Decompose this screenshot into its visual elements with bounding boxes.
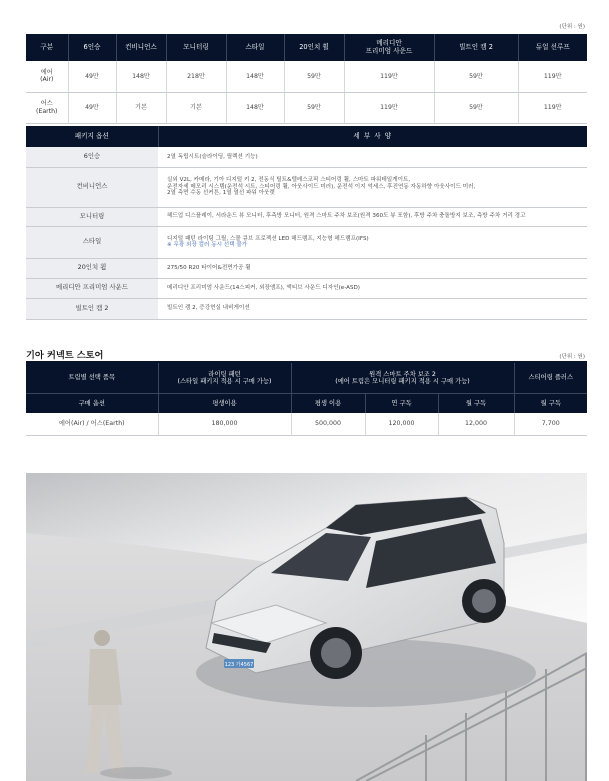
price-cell: 59만	[434, 61, 518, 92]
connect-store-title: 기아 커넥트 스토어	[26, 350, 104, 361]
package-name: 메리디안 프리미엄 사운드	[26, 278, 158, 298]
package-detail: 헤드업 디스플레이, 서라운드 뷰 모니터, 후측방 모니터, 원격 스마트 주차 보조(원격 360도 뷰 포함), 후방 주차 충돌방지 보조, 측방 주차 거리 경고	[158, 207, 587, 226]
car-photo	[26, 473, 587, 781]
package-detail: 빌트인 캠 2, 증강현실 내비게이션	[158, 298, 587, 319]
header-cell: 구매 옵션	[26, 393, 158, 413]
license-plate-text: 123 가4567	[224, 662, 254, 668]
price-cell: 49만	[68, 61, 116, 92]
package-name: 빌트인 캠 2	[26, 298, 158, 319]
table-row	[26, 298, 587, 319]
header-cell: 스타일	[226, 34, 284, 61]
price-cell: 49만	[68, 92, 116, 123]
package-header-row	[26, 126, 587, 147]
table-row	[26, 61, 587, 92]
price-cell: 119만	[344, 61, 434, 92]
header-cell: 연 구독	[365, 393, 438, 413]
price-cell: 기본	[116, 92, 166, 123]
options-price-table	[26, 34, 587, 124]
price-cell: 119만	[344, 92, 434, 123]
package-detail: 메리디안 프리미엄 사운드(14스피커, 외장앰프), 액티브 사운드 디자인(e-ASD)	[158, 278, 587, 298]
header-cell: 트림별 선택 품목	[26, 363, 158, 393]
package-name: 6인승	[26, 147, 158, 167]
price-cell: 119만	[518, 92, 587, 123]
trim-label: 에어 (Air)	[26, 61, 68, 92]
header-cell: 평생이용	[158, 393, 291, 413]
trim-label: 어스 (Earth)	[26, 92, 68, 123]
price-cell: 148만	[226, 61, 284, 92]
header-cell: 원격 스마트 주차 보조 2 (에어 트림은 모니터링 패키지 적용 시 구매 가능)	[291, 363, 514, 393]
connect-store-table	[26, 363, 587, 436]
package-detail: 2열 독립시트(슬라이딩, 릴렉션 기능)	[158, 147, 587, 167]
table-row	[26, 147, 587, 167]
header-cell: 20인치 휠	[284, 34, 344, 61]
store-header-row	[26, 363, 587, 393]
table-row	[26, 92, 587, 123]
options-header-row	[26, 34, 587, 61]
store-subheader-row	[26, 393, 587, 413]
person-head	[94, 630, 110, 646]
price-cell: 12,000	[438, 413, 514, 435]
price-cell: 218만	[166, 61, 226, 92]
header-cell: 평생 이용	[291, 393, 365, 413]
price-cell: 59만	[284, 61, 344, 92]
package-name: 20인치 휠	[26, 258, 158, 278]
price-cell: 119만	[518, 61, 587, 92]
package-detail-table	[26, 126, 587, 320]
package-name: 스타일	[26, 226, 158, 258]
table-row	[26, 207, 587, 226]
table-row	[26, 413, 587, 435]
table-row	[26, 226, 587, 258]
header-cell: 패키지 옵션	[26, 126, 158, 147]
price-cell: 500,000	[291, 413, 365, 435]
person-shadow	[100, 767, 172, 779]
header-cell: 구분	[26, 34, 68, 61]
table-row	[26, 278, 587, 298]
unit-label: (단위 : 원)	[559, 24, 585, 30]
price-cell: 148만	[116, 61, 166, 92]
header-cell: 모니터링	[166, 34, 226, 61]
header-cell: 듀얼 선루프	[518, 34, 587, 61]
price-cell: 7,700	[514, 413, 587, 435]
header-cell: 메리디안 프리미엄 사운드	[344, 34, 434, 61]
price-cell: 120,000	[365, 413, 438, 435]
package-name: 컨비니언스	[26, 167, 158, 207]
table-row	[26, 167, 587, 207]
rear-rim	[472, 589, 496, 613]
price-cell: 59만	[434, 92, 518, 123]
header-cell: 라이팅 패턴 (스타일 패키지 적용 시 구매 가능)	[158, 363, 291, 393]
person-coat	[88, 649, 122, 705]
header-cell: 스티어링 플러스	[514, 363, 587, 393]
price-cell: 59만	[284, 92, 344, 123]
package-detail: 275/50 R20 타이어&전면가공 휠	[158, 258, 587, 278]
package-detail: 실외 V2L, 카메라, 기아 디지털 키 2, 전동식 틸트&텔레스코픽 스티어링 휠, 스마트 파워테일게이트, 운전자세 메모리 시스템(운전석 시트, 스티어링 휠, 아웃사이드 미러), 운전석 이지 억세스, 후진연동 자동하향 아웃사이드 미러, 2열 측면 수동 선커튼, 1열 열선 파워 아웃렛	[158, 167, 587, 207]
price-cell: 기본	[166, 92, 226, 123]
header-cell: 월 구독	[438, 393, 514, 413]
unit-label: (단위 : 원)	[559, 354, 585, 360]
header-cell: 컨비니언스	[116, 34, 166, 61]
header-cell: 빌트인 캠 2	[434, 34, 518, 61]
package-detail: 디지털 패턴 라이팅 그릴, 스몰 큐브 프로젝션 LED 헤드램프, 지능형 헤드램프(IFS) ※ 무광 외장 컬러 동시 선택 불가	[158, 226, 587, 258]
price-cell: 180,000	[158, 413, 291, 435]
header-cell: 월 구독	[514, 393, 587, 413]
price-cell: 148만	[226, 92, 284, 123]
front-rim	[321, 638, 351, 668]
table-row	[26, 258, 587, 278]
header-cell: 세 부 사 양	[158, 126, 587, 147]
package-note: ※ 무광 외장 컬러 동시 선택 불가	[167, 242, 248, 248]
header-cell: 6인승	[68, 34, 116, 61]
car-scene-illustration	[26, 473, 587, 781]
trim-label: 에어(Air) / 어스(Earth)	[26, 413, 158, 435]
package-name: 모니터링	[26, 207, 158, 226]
